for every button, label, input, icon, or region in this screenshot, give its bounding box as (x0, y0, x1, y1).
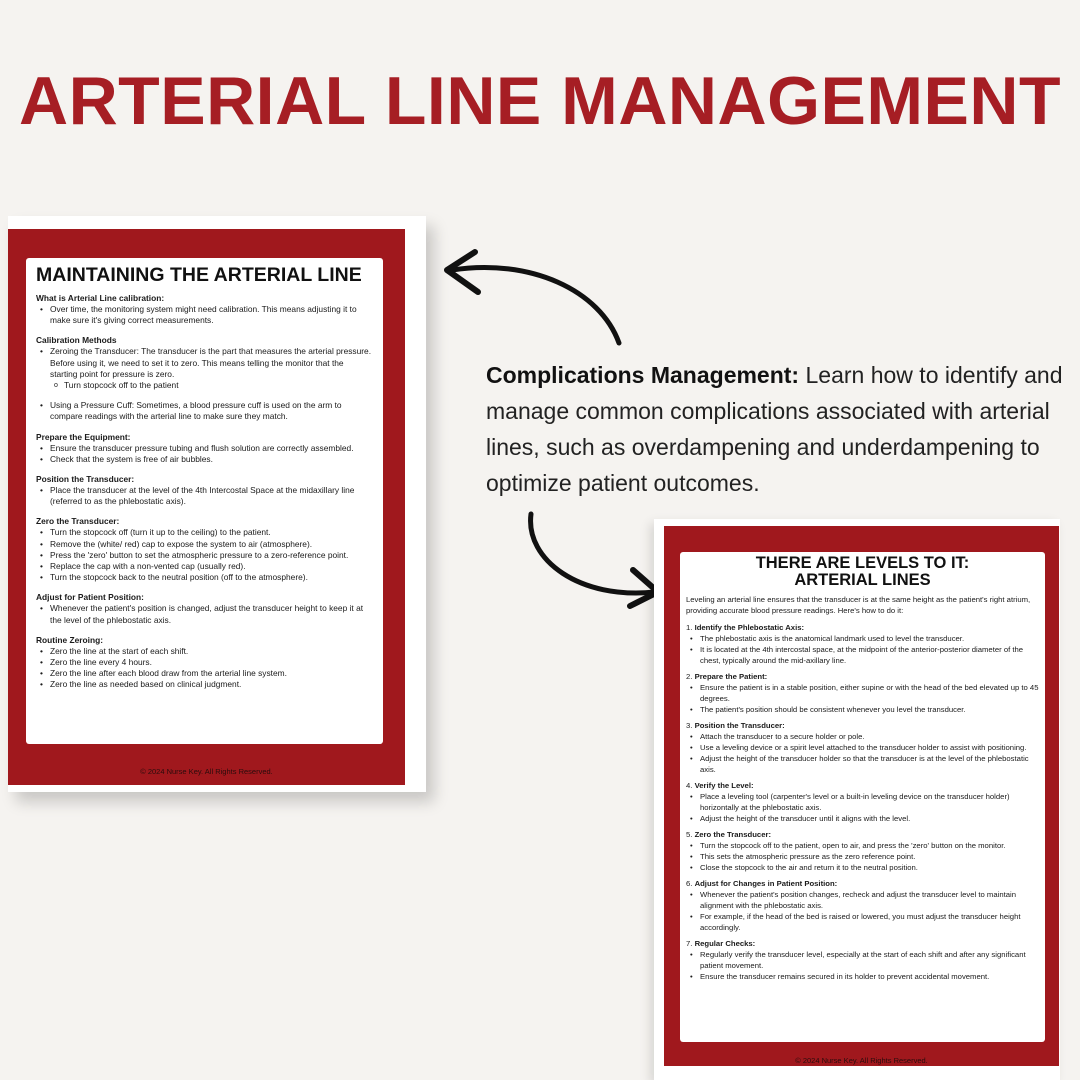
list-item: • Zero the line as needed based on clinical judgment. (36, 679, 373, 690)
list-item: • Whenever the patient's position is changed, adjust the transducer height to keep it at the level of the phlebostatic axis. (36, 603, 373, 625)
list-item: • Place the transducer at the level of the 4th Intercostal Space at the midaxillary line (referred to as the phlebostatic axis). (36, 485, 373, 507)
step-zero-transducer (686, 829, 1039, 873)
section-heading: Routine Zeroing: (36, 634, 103, 645)
left-sheet-title: MAINTAINING THE ARTERIAL LINE (36, 264, 362, 286)
section-heading: What is Arterial Line calibration: (36, 293, 165, 303)
step-title: Adjust for Changes in Patient Position: (694, 879, 838, 888)
step-number: 2. (686, 672, 693, 681)
step-title: Identify the Phlebostatic Axis: (694, 623, 805, 632)
list-item: • Over time, the monitoring system might need calibration. This means adjusting it to make sure it's giving correct measurements. (36, 304, 373, 326)
section-heading: Prepare the Equipment: (36, 431, 131, 442)
step-heading (686, 829, 1039, 840)
step-heading (686, 780, 1039, 791)
list-item: • This sets the atmospheric pressure as the zero reference point. (686, 851, 1039, 862)
list-item: • Whenever the patient's position changes, recheck and adjust the transducer level to maintain alignment with the phlebostatic axis. (686, 889, 1039, 911)
list-item: • Zero the line after each blood draw from the arterial line system. (36, 668, 373, 679)
list-item: • Attach the transducer to a secure holder or pole. (686, 731, 1039, 742)
list-item: • Regularly verify the transducer level, especially at the start of each shift and after any significant patient movement. (686, 949, 1039, 971)
right-sheet-title (686, 555, 1039, 589)
section-heading: Adjust for Patient Position: (36, 592, 144, 603)
step-title: Verify the Level: (694, 781, 754, 790)
right-sheet-intro: Leveling an arterial line ensures that the transducer is at the same height as the patient's right atrium, providing accurate blood pressure readings. Here's how to do it: (686, 595, 1031, 615)
section-heading: Position the Transducer: (36, 474, 135, 485)
list-item: • For example, if the head of the bed is raised or lowered, you must adjust the transducer height accordingly. (686, 911, 1039, 933)
list-item: • It is located at the 4th intercostal space, at the midpoint of the anterior-posterior diameter of the chest, typically around the mid-axillary line. (686, 644, 1039, 666)
list-item: • Turn the stopcock off (turn it up to the ceiling) to the patient. (36, 527, 373, 538)
list-item: • Ensure the transducer remains secured in its holder to prevent accidental movement. (686, 971, 1039, 982)
list-item: • Place a leveling tool (carpenter's level or a built-in leveling device on the transducer holder) horizontally at the phlebostatic axis. (686, 791, 1039, 813)
complications-text: Learn how to identify and manage common complications associated with arterial lines, such as overdampening and underdampening to optimize patient outcomes. (486, 362, 1063, 496)
list-item: • Adjust the height of the transducer until it aligns with the level. (686, 813, 1039, 824)
list-item: • The patient's position should be consistent whenever you level the transducer. (686, 704, 1039, 715)
complications-label: Complications Management: (486, 362, 800, 388)
step-position-transducer (686, 720, 1039, 775)
right-document-sheet (654, 519, 1060, 1080)
sub-list-item: o Turn stopcock off to the patient (36, 380, 373, 391)
right-sheet-card (680, 552, 1045, 1042)
step-title: Position the Transducer: (694, 721, 785, 730)
step-number: 4. (686, 781, 693, 790)
step-number: 3. (686, 721, 693, 730)
step-number: 6. (686, 879, 693, 888)
step-verify-level (686, 780, 1039, 824)
right-sheet-title-line2: ARTERIAL LINES (794, 571, 931, 589)
step-heading (686, 938, 1039, 949)
step-number: 7. (686, 939, 693, 948)
list-item: • Turn the stopcock back to the neutral position (off to the atmosphere). (36, 572, 373, 583)
list-item: • Zero the line every 4 hours. (36, 657, 373, 668)
arrow-to-right-sheet-icon (531, 514, 658, 606)
right-sheet-frame (664, 526, 1059, 1066)
step-adjust-position (686, 878, 1039, 933)
right-sheet-footer: © 2024 Nurse Key. All Rights Reserved. (795, 1056, 928, 1065)
page-title: ARTERIAL LINE MANAGEMENT (18, 63, 1062, 139)
list-item: • Use a leveling device or a spirit level attached to the transducer holder to assist with positioning. (686, 742, 1039, 753)
step-identify-axis (686, 622, 1039, 666)
list-item: • Ensure the transducer pressure tubing and flush solution are correctly assembled. (36, 443, 373, 454)
step-heading (686, 878, 1039, 889)
left-sheet-footer: © 2024 Nurse Key. All Rights Reserved. (140, 767, 273, 776)
list-item: • The phlebostatic axis is the anatomical landmark used to level the transducer. (686, 633, 1039, 644)
arrow-to-left-sheet-icon (447, 252, 619, 343)
section-heading: Zero the Transducer: (36, 516, 120, 527)
section-heading: Calibration Methods (36, 335, 117, 346)
list-item: • Remove the (white/ red) cap to expose the system to air (atmosphere). (36, 539, 373, 550)
list-item: • Close the stopcock to the air and return it to the neutral position. (686, 862, 1039, 873)
step-heading (686, 720, 1039, 731)
list-item: • Check that the system is free of air bubbles. (36, 454, 373, 465)
list-item: • Zeroing the Transducer: The transducer is the part that measures the arterial pressure. Before using it, we need to set it to zero. This means telling the monitor that the starting point for pressure is zero. (36, 346, 373, 380)
step-title: Zero the Transducer: (694, 830, 772, 839)
right-sheet-title-line1: THERE ARE LEVELS TO IT: (755, 554, 970, 572)
step-prepare-patient (686, 671, 1039, 715)
step-title: Prepare the Patient: (694, 672, 768, 681)
step-number: 1. (686, 623, 693, 632)
step-heading (686, 671, 1039, 682)
list-item: • Using a Pressure Cuff: Sometimes, a blood pressure cuff is used on the arm to compare readings with the arterial line to make sure they match. (36, 400, 373, 422)
step-title: Regular Checks: (694, 939, 756, 948)
list-item: • Turn the stopcock off to the patient, open to air, and press the 'zero' button on the monitor. (686, 840, 1039, 851)
step-regular-checks (686, 938, 1039, 982)
list-item: • Replace the cap with a non-vented cap (usually red). (36, 561, 373, 572)
list-item: • Press the 'zero' button to set the atmospheric pressure to a zero-reference point. (36, 550, 373, 561)
list-item: • Ensure the patient is in a stable position, either supine or with the head of the bed elevated up to 45 degrees. (686, 682, 1039, 704)
list-item: • Adjust the height of the transducer holder so that the transducer is at the level of the phlebostatic axis. (686, 753, 1039, 775)
step-heading (686, 622, 1039, 633)
step-number: 5. (686, 830, 693, 839)
list-item: • Zero the line at the start of each shift. (36, 646, 373, 657)
